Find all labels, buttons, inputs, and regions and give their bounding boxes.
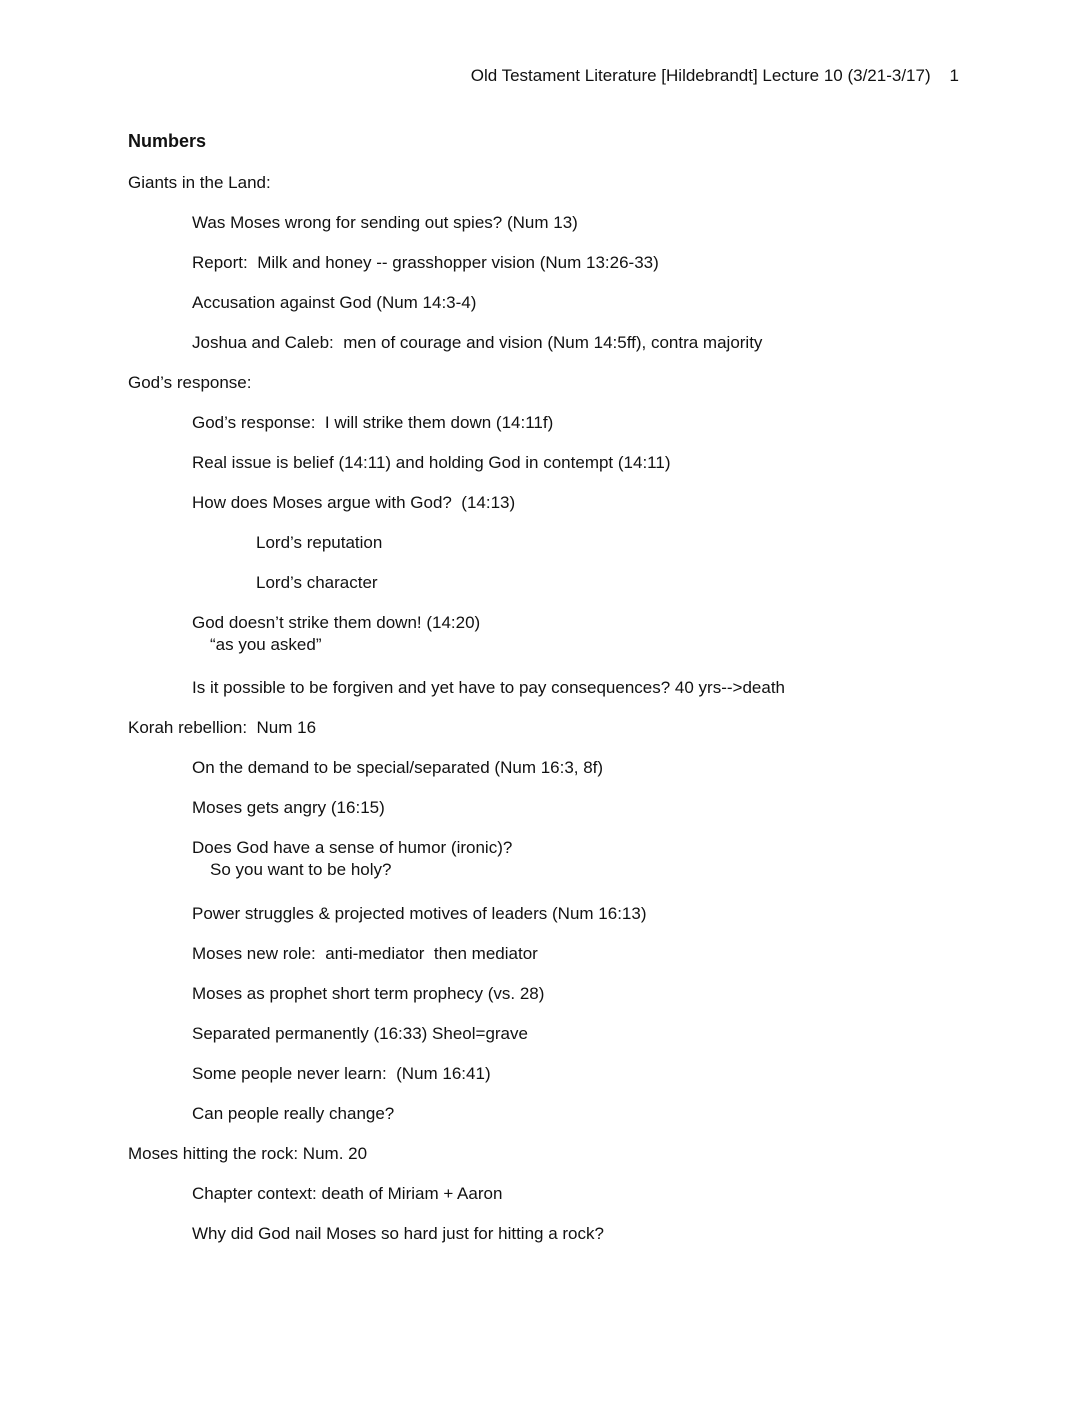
outline-subitem: Lord’s reputation bbox=[256, 533, 383, 552]
outline-item-line: God doesn’t strike them down! (14:20) bbox=[192, 613, 481, 632]
outline-item: Can people really change? bbox=[192, 1104, 395, 1123]
outline-item: Was Moses wrong for sending out spies? (Num 13) bbox=[192, 213, 578, 232]
outline-item: Why did God nail Moses so hard just for hitting a rock? bbox=[192, 1224, 604, 1243]
running-title: Old Testament Literature [Hildebrandt] Lecture 10 (3/21-3/17) bbox=[470, 66, 931, 85]
outline-subitem: Lord’s character bbox=[256, 573, 378, 592]
outline-item-continuation: So you want to be holy? bbox=[210, 860, 392, 879]
section-heading-giants: Giants in the Land: bbox=[128, 173, 271, 192]
outline-item: Some people never learn: (Num 16:41) bbox=[192, 1064, 491, 1083]
outline-item-multiline bbox=[192, 837, 512, 881]
outline-item: Moses as prophet short term prophecy (vs. 28) bbox=[192, 984, 545, 1003]
outline-item: Joshua and Caleb: men of courage and vision (Num 14:5ff), contra majority bbox=[192, 333, 763, 352]
outline-item-continuation: “as you asked” bbox=[210, 635, 322, 654]
page-number: 1 bbox=[949, 66, 959, 85]
outline-item: How does Moses argue with God? (14:13) bbox=[192, 493, 516, 512]
outline-item: Chapter context: death of Miriam + Aaron bbox=[192, 1184, 503, 1203]
outline-item: Real issue is belief (14:11) and holding God in contempt (14:11) bbox=[192, 453, 671, 472]
section-heading-response: God’s response: bbox=[128, 373, 252, 392]
outline-item: God’s response: I will strike them down (14:11f) bbox=[192, 413, 554, 432]
running-header bbox=[471, 65, 959, 87]
outline-item: Moses gets angry (16:15) bbox=[192, 798, 385, 817]
outline-item: Moses new role: anti-mediator then mediator bbox=[192, 944, 538, 963]
section-heading-korah: Korah rebellion: Num 16 bbox=[128, 718, 317, 737]
outline-item: On the demand to be special/separated (Num 16:3, 8f) bbox=[192, 758, 604, 777]
outline-item-multiline bbox=[192, 612, 480, 656]
outline-item: Power struggles & projected motives of leaders (Num 16:13) bbox=[192, 904, 647, 923]
page-title: Numbers bbox=[128, 131, 207, 151]
outline-item: Report: Milk and honey -- grasshopper vision (Num 13:26-33) bbox=[192, 253, 659, 272]
outline-item: Is it possible to be forgiven and yet have to pay consequences? 40 yrs-->death bbox=[192, 678, 786, 697]
section-heading-rock: Moses hitting the rock: Num. 20 bbox=[128, 1144, 368, 1163]
outline-item: Accusation against God (Num 14:3-4) bbox=[192, 293, 477, 312]
outline-item: Separated permanently (16:33) Sheol=grave bbox=[192, 1024, 528, 1043]
outline-item-line: Does God have a sense of humor (ironic)? bbox=[192, 838, 513, 857]
